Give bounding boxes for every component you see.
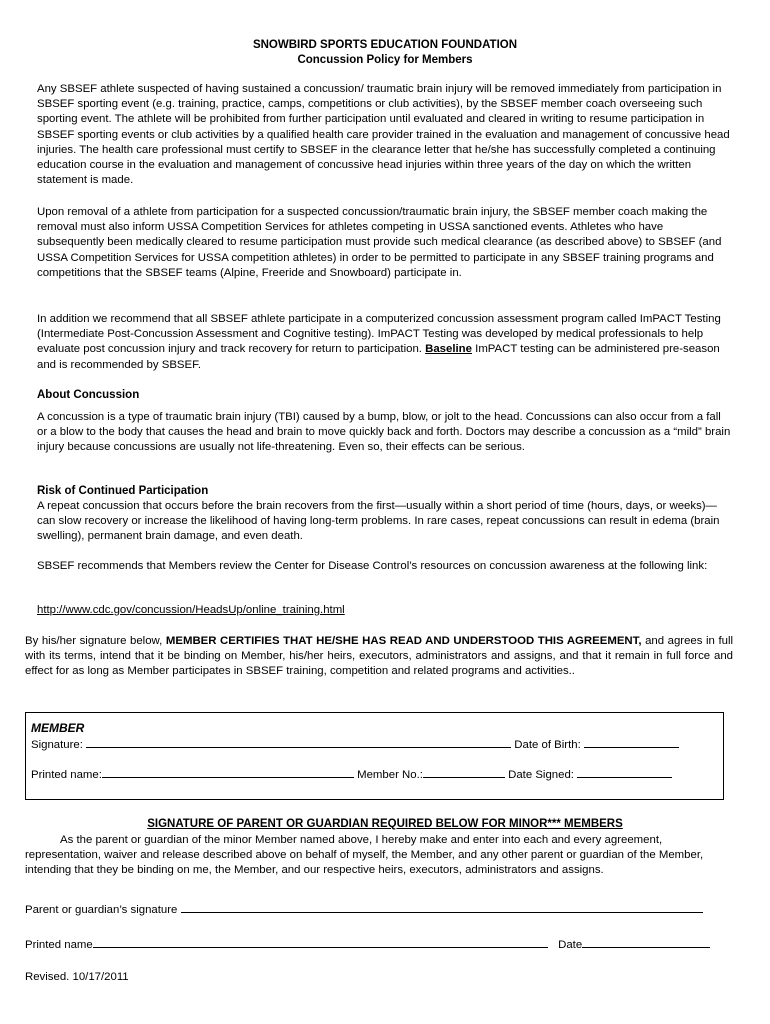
baseline-emphasis: Baseline xyxy=(425,343,472,356)
guardian-printed-name-field[interactable] xyxy=(93,937,548,948)
risk-text: A repeat concussion that occurs before the brain recovers from the first—usually within a short period of time (hours, days, or weeks)—can slow recovery or increase the likelihood of having long-term problems. In rare cases, repeat concussions can result in edema (brain swelling), permanent brain damage, and even death. xyxy=(37,500,720,543)
cert-pre: By his/her signature below, xyxy=(25,635,166,647)
guardian-text: As the parent or guardian of the minor Member named above, I hereby make and enter into each and every agreement, representation, waiver and release described above on behalf of myself, the Member, and any other parent or guardian of the Member, intending that they be binding on me, the Member, and our respective heirs, executors, administrators and assigns. xyxy=(25,834,704,877)
date-signed-label: Date Signed: xyxy=(508,769,574,781)
member-signature-box xyxy=(25,712,724,800)
risk-heading: Risk of Continued Participation xyxy=(37,485,209,497)
cdc-recommendation: SBSEF recommends that Members review the Center for Disease Control’s resources on concussion awareness at the following link: xyxy=(37,560,708,572)
guardian-date-label: Date xyxy=(558,939,583,951)
guardian-signature-row xyxy=(25,902,703,916)
printed-name-row xyxy=(31,767,672,781)
guardian-date-field[interactable] xyxy=(582,937,710,948)
guardian-title: SIGNATURE OF PARENT OR GUARDIAN REQUIRED BELOW FOR MINOR*** MEMBERS xyxy=(147,818,623,830)
guardian-signature-label: Parent or guardian’s signature xyxy=(25,904,178,916)
document-title: Concussion Policy for Members xyxy=(297,54,473,66)
signature-label: Signature: xyxy=(31,739,83,751)
date-signed-field[interactable] xyxy=(577,767,672,778)
guardian-signature-field[interactable] xyxy=(181,902,703,913)
member-heading: MEMBER xyxy=(31,721,85,735)
impact-paragraph xyxy=(37,312,732,373)
org-name: SNOWBIRD SPORTS EDUCATION FOUNDATION xyxy=(252,39,518,51)
impact-text: In addition we recommend that all SBSEF athlete participate in a computerized concussion assessment program called ImPACT Testing (Intermediate Post-Concussion Assessment and Cognitive testing). ImPACT Testing was developed by medical professionals to help evaluate post concussion injury and track recovery for return to participation. xyxy=(37,313,721,356)
removal-paragraph: Any SBSEF athlete suspected of having sustained a concussion/ traumatic brain injury will be removed immediately from participation in SBSEF sporting event (e.g. training, practice, camps, competitions or club activities), by the SBSEF member coach overseeing such sporting event. The athlete will be prohibited from further participation until evaluated and cleared in writing to resume participation in SBSEF sporting events or club activities by a qualified health care provider trained in the evaluation and management of concussive head injuries. The health care professional must certify to SBSEF in the clearance letter that he/she has successfully completed a continuing education course in the evaluation and management of concussive head injuries within three years of the day on which the written statement is made. xyxy=(37,83,730,187)
guardian-printed-row xyxy=(25,937,710,951)
dob-label: Date of Birth: xyxy=(514,739,581,751)
cert-post: and agrees in full with its terms, intend that it be binding on Member, his/her heirs, executors, administrators and assigns, and that it remain in full force and effect for as long as Member participates in SBSEF training, competition and related programs and activities.. xyxy=(25,635,734,678)
cdc-link[interactable]: http://www.cdc.gov/concussion/HeadsUp/online_training.html xyxy=(37,604,345,616)
impact-text-end: ImPACT testing can be administered pre-season and is recommended by SBSEF. xyxy=(37,343,720,371)
dob-field[interactable] xyxy=(584,737,679,748)
guardian-printed-name-label: Printed name xyxy=(25,939,93,951)
clearance-paragraph: Upon removal of a athlete from participation for a suspected concussion/traumatic brain injury, the SBSEF member coach making the removal must also inform USSA Competition Services for athletes competing in USSA sanctioned events. Athletes who have subsequently been medically cleared to resume participation must provide such medical clearance (as described above) to SBSEF (and USSA Competition Services for USSA competition athletes) in order to be permitted to participate in any SBSEF training programs and competitions that the SBSEF teams (Alpine, Freeride and Snowboard) participate in. xyxy=(37,206,722,279)
member-no-field[interactable] xyxy=(423,767,505,778)
about-concussion-heading: About Concussion xyxy=(37,389,140,401)
printed-name-label: Printed name: xyxy=(31,769,102,781)
certification-paragraph xyxy=(25,634,733,680)
member-signature-field[interactable] xyxy=(86,737,511,748)
printed-name-field[interactable] xyxy=(102,767,354,778)
revised-date: Revised. 10/17/2011 xyxy=(25,971,129,983)
about-concussion-text: A concussion is a type of traumatic brain injury (TBI) caused by a bump, blow, or jolt to the head. Concussions can also occur from a fall or a blow to the body that causes the head and brain to move quickly back and forth. Doctors may describe a concussion as a “mild” brain injury because concussions are usually not life-threatening. Even so, their effects can be serious. xyxy=(37,411,731,454)
signature-row xyxy=(31,737,679,751)
member-no-label: Member No.: xyxy=(357,769,423,781)
cert-bold: MEMBER CERTIFIES THAT HE/SHE HAS READ AND UNDERSTOOD THIS AGREEMENT, xyxy=(165,635,642,647)
